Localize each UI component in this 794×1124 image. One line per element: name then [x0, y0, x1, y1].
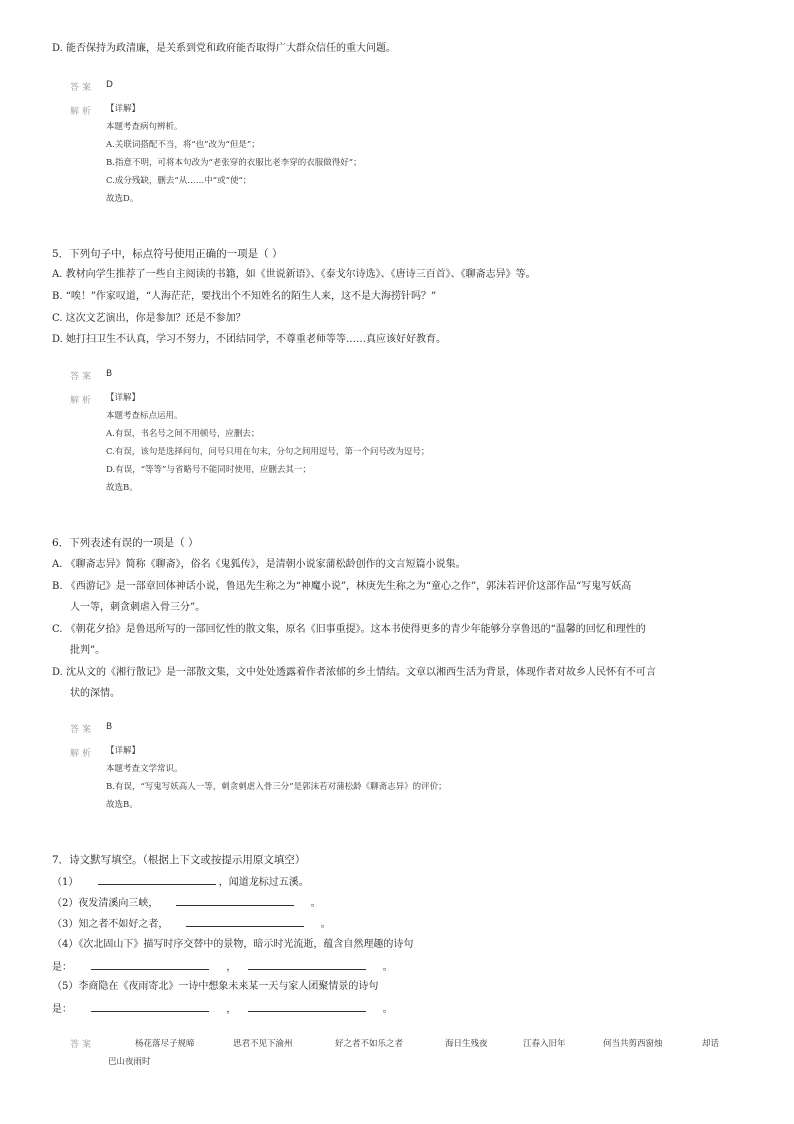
q7-blank-5b[interactable] [248, 1001, 366, 1012]
q7-answer-7: 却话 [702, 1039, 720, 1049]
q7-blank-3[interactable] [186, 916, 304, 927]
q7-answer-1: 杨花落尽子规啼 [135, 1039, 195, 1049]
q7-item2-head: （2）夜发清溪向三峡， [52, 898, 159, 909]
q6-option-a: A. 《聊斋志异》简称《聊斋》，俗名《鬼狐传》，是清朝小说家蒲松龄创作的文言短篇小说集。 [52, 559, 466, 570]
q5-option-d: D. 她打扫卫生不认真，学习不努力，不团结同学，不尊重老师等等……真应该好好教育。 [52, 334, 447, 345]
q7-blank-5a[interactable] [91, 1001, 209, 1012]
q7-item3-tail: 。 [320, 919, 331, 930]
q6-option-b: B. 《西游记》是一部章回体神话小说，鲁迅先生称之为“神魔小说”，林庚先生称之为“童心之作”，郭沫若评价这部作品“写鬼写妖高 [52, 581, 632, 592]
q4-answer-label: 答案 [70, 83, 95, 93]
q5-exp-2: A.有误，书名号之间不用顿号，应删去； [106, 429, 260, 439]
q5-option-b: B. “唉！”作家叹道，“人海茫茫，要找出个不知姓名的陌生人来，这不是大海捞针吗？” [52, 291, 437, 302]
q7-item4-period: 。 [382, 962, 393, 973]
q5-exp-5: 故选B。 [106, 483, 138, 493]
q7-item-3 [52, 916, 331, 932]
q7-item-1 [52, 874, 309, 890]
q5-answer: B [106, 369, 113, 379]
q7-item3-head: （3）知之者不如好之者， [52, 919, 169, 930]
q7-item5-shi: 是： [52, 1004, 72, 1015]
q6-exp-3: 故选B。 [106, 800, 138, 810]
q4-answer: D [106, 80, 113, 90]
q6-stem: 6．下列表述有误的一项是（ ） [52, 537, 199, 549]
q7-item-4: （4）《次北固山下》描写时序交替中的景物，暗示时光流逝，蕴含自然理趣的诗句 [52, 939, 414, 950]
q4-exp-1: 本题考查病句辨析。 [106, 122, 183, 132]
q7-answer-wrap: 巴山夜雨时 [108, 1057, 151, 1067]
q6-exp-0: 【详解】 [106, 746, 141, 756]
q4-exp-4: C.成分残缺，删去“从……中”或“使”； [106, 176, 252, 186]
q4-option-d: D. 能否保持为政清廉，是关系到党和政府能否取得广大群众信任的重大问题。 [52, 43, 397, 54]
q6-answer: B [106, 722, 113, 732]
q5-exp-3: C.有误，该句是选择问句，问号只用在句末，分句之间用逗号，第一个问号改为逗号； [106, 447, 430, 457]
q6-option-d-cont: 状的深情。 [70, 688, 120, 699]
q7-blank-2[interactable] [176, 895, 294, 906]
q4-exp-2: A.关联词搭配不当，将“也”改为“但是”； [106, 140, 260, 150]
q5-exp-0: 【详解】 [106, 393, 141, 403]
q7-item-5: （5）李商隐在《夜雨寄北》一诗中想象未来某一天与家人团聚情景的诗句 [52, 981, 379, 992]
q7-item-4-answer-line [52, 959, 393, 975]
q5-option-a: A. 教材向学生推荐了一些自主阅读的书籍，如《世说新语》、《泰戈尔诗选》、《唐诗三百首》、《聊斋志异》等。 [52, 269, 536, 280]
q5-stem: 5．下列句子中，标点符号使用正确的一项是（ ） [52, 248, 283, 260]
q7-blank-4a[interactable] [91, 959, 209, 970]
q7-stem: 7．诗文默写填空。（根据上下文或按提示用原文填空） [52, 854, 306, 866]
q7-item1-num: （1） [52, 877, 79, 888]
q6-option-b-cont: 人一等，刺贪刺虐入骨三分”。 [70, 602, 206, 613]
q4-exp-5: 故选D。 [106, 194, 139, 204]
q7-item1-tail: ，闻道龙标过五溪。 [218, 877, 309, 888]
q7-answer-2: 思君不见下渝州 [233, 1039, 293, 1049]
q6-option-c-cont: 批判”。 [70, 645, 106, 656]
q7-item4-shi: 是： [52, 962, 72, 973]
q4-exp-3: B.指意不明，可将本句改为“老张穿的衣服比老李穿的衣服做得好”； [106, 158, 362, 168]
q5-exp-1: 本题考查标点运用。 [106, 411, 183, 421]
q7-answer-5: 江春入旧年 [523, 1039, 566, 1049]
q7-item-5-answer-line [52, 1001, 393, 1017]
q6-answer-label: 答案 [70, 725, 95, 735]
q7-item5-period: 。 [382, 1004, 393, 1015]
q7-item2-tail: 。 [310, 898, 321, 909]
q6-exp-2: B.有误，“写鬼写妖高人一等，刺贪刺虐入骨三分”是郭沫若对蒲松龄《聊斋志异》的评价； [106, 782, 447, 792]
q5-analysis-label: 解析 [70, 396, 95, 406]
q5-answer-label: 答案 [70, 372, 95, 382]
q4-exp-0: 【详解】 [106, 104, 141, 114]
q7-blank-1[interactable] [98, 874, 216, 885]
q7-blank-4b[interactable] [248, 959, 366, 970]
q5-option-c: C. 这次文艺演出，你是参加？还是不参加？ [52, 313, 246, 324]
q7-answer-3: 好之者不如乐之者 [335, 1039, 404, 1049]
q7-answer-4: 海日生残夜 [445, 1039, 488, 1049]
q5-exp-4: D.有误，“等等”与省略号不能同时使用，应删去其一； [106, 465, 311, 475]
q6-exp-1: 本题考查文学常识。 [106, 764, 183, 774]
q4-analysis-label: 解析 [70, 107, 95, 117]
q7-item-2 [52, 895, 321, 911]
q7-item4-comma: ， [226, 962, 237, 973]
q6-option-c: C. 《朝花夕拾》是鲁迅所写的一部回忆性的散文集，原名《旧事重提》。这本书使得更多的青少年能够分享鲁迅的“温馨的回忆和理性的 [52, 624, 646, 635]
q6-analysis-label: 解析 [70, 749, 95, 759]
q7-answer-6: 何当共剪西窗烛 [603, 1039, 663, 1049]
q6-option-d: D. 沈从文的《湘行散记》是一部散文集，文中处处透露着作者浓郁的乡土情结。文章以湘西生活为背景，体现作者对故乡人民怀有不可言 [52, 667, 657, 678]
q7-answer-label: 答案 [70, 1040, 95, 1050]
q7-item5-comma: ， [226, 1004, 237, 1015]
